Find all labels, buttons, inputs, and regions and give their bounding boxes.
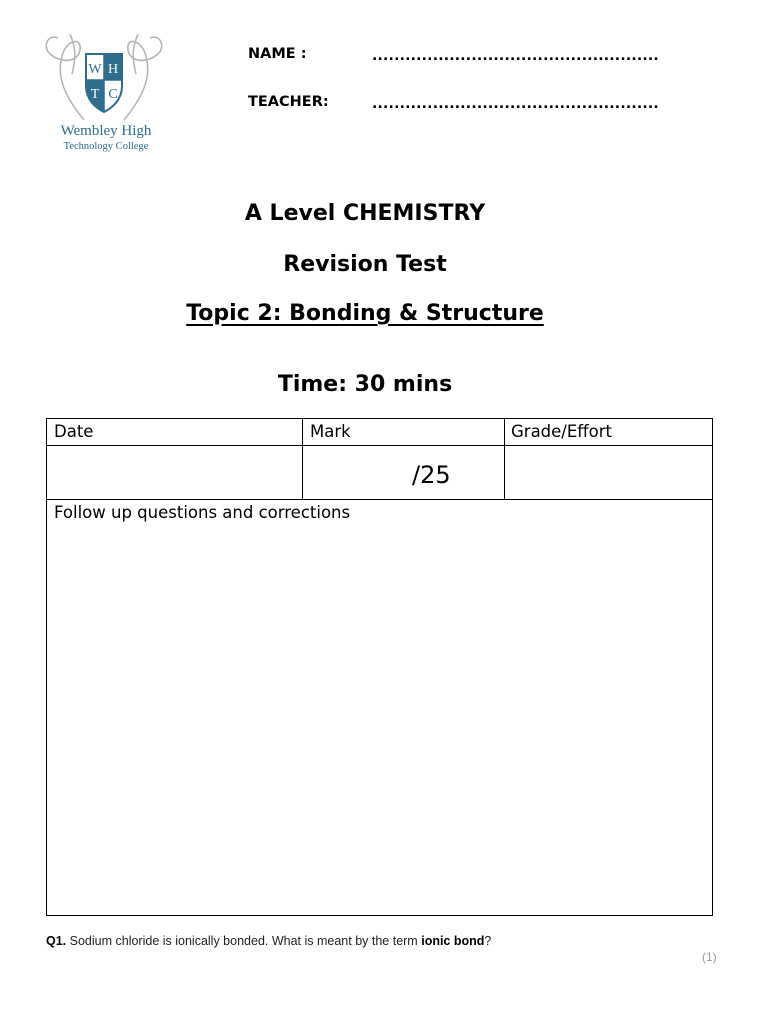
date-cell[interactable]: [49, 447, 301, 498]
crest-letter-c: C: [108, 87, 118, 102]
question-end: ?: [484, 934, 492, 948]
logo-school-name: Wembley High: [60, 123, 152, 139]
test-title: Revision Test: [283, 252, 447, 277]
teacher-label: TEACHER:: [248, 94, 329, 110]
question-1: [46, 934, 491, 948]
question-number: Q1.: [46, 934, 67, 948]
mark-total: /25: [412, 461, 451, 489]
followup-area[interactable]: [49, 527, 709, 912]
question-text: Sodium chloride is ionically bonded. What is meant by the term: [69, 934, 418, 948]
grade-effort-header: Grade/Effort: [511, 422, 613, 441]
name-field[interactable]: ....................................................: [372, 48, 659, 64]
name-label: NAME :: [248, 46, 307, 62]
row-divider: [47, 499, 712, 500]
crest-letter-h: H: [107, 62, 119, 77]
topic-title-text: Topic 2: Bonding & Structure: [186, 301, 544, 326]
mark-header: Mark: [310, 422, 351, 441]
subject-title: A Level CHEMISTRY: [244, 201, 486, 226]
grade-effort-cell[interactable]: [507, 447, 711, 498]
question-term: ionic bond: [421, 934, 485, 948]
column-divider: [302, 419, 303, 500]
crest-letter-t: T: [90, 87, 100, 102]
followup-label: Follow up questions and corrections: [54, 503, 351, 522]
teacher-field[interactable]: ....................................................: [372, 96, 659, 112]
topic-title: [0, 301, 730, 326]
school-crest-icon: [36, 28, 172, 128]
header-divider: [47, 445, 712, 446]
column-divider: [504, 419, 505, 500]
question-marks: (1): [702, 950, 717, 964]
crest-letter-w: W: [88, 62, 102, 77]
results-table: [46, 418, 713, 916]
school-logo: [36, 28, 172, 158]
date-header: Date: [54, 422, 94, 441]
time-title: Time: 30 mins: [277, 372, 453, 397]
logo-school-subtitle: Technology College: [63, 141, 149, 152]
